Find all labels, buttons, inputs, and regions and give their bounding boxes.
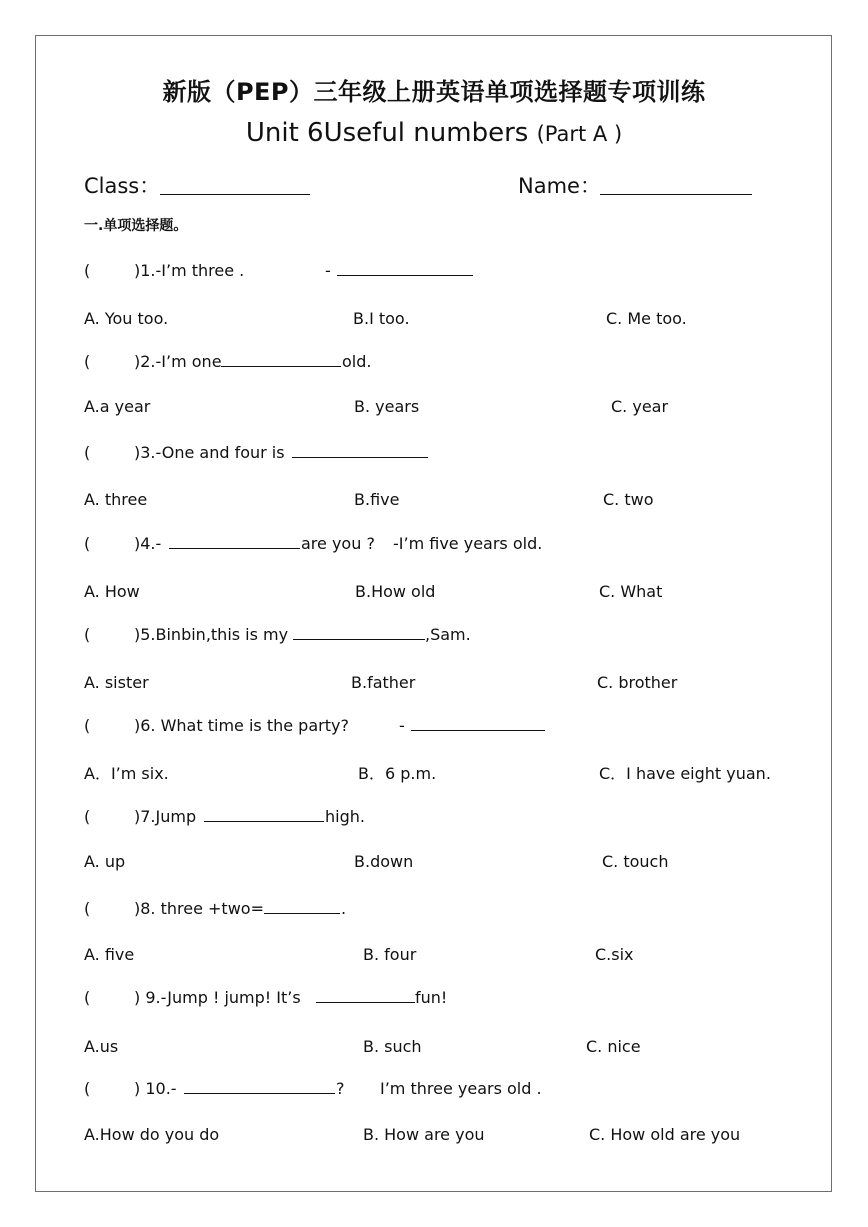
answer-blank[interactable]	[337, 261, 473, 276]
option-b[interactable]: B.I too.	[353, 309, 410, 328]
option-b[interactable]: B. four	[363, 945, 417, 964]
question-stem: )6. What time is the party?	[134, 716, 349, 735]
option-c[interactable]: C. two	[603, 490, 654, 509]
class-field[interactable]	[160, 194, 310, 195]
question-stem: fun!	[415, 988, 448, 1007]
option-c[interactable]: C. Me too.	[606, 309, 687, 328]
question-stem: )4.-	[134, 534, 162, 553]
part-label: (Part A )	[536, 122, 623, 146]
question-stem: I’m three years old .	[380, 1079, 542, 1098]
answer-paren[interactable]: (	[84, 988, 91, 1007]
name-field[interactable]	[600, 194, 752, 195]
question-stem: )7.Jump	[134, 807, 197, 826]
question-stem: ,Sam.	[425, 625, 471, 644]
option-c[interactable]: C. year	[611, 397, 669, 416]
option-a[interactable]: A. You too.	[84, 309, 169, 328]
option-a[interactable]: A. three	[84, 490, 148, 509]
answer-blank[interactable]	[184, 1079, 335, 1094]
option-b[interactable]: B.How old	[355, 582, 436, 601]
question-stem: high.	[325, 807, 365, 826]
option-b[interactable]: B. such	[363, 1037, 422, 1056]
answer-blank[interactable]	[204, 807, 324, 822]
question-stem: ?	[336, 1079, 345, 1098]
answer-blank[interactable]	[316, 988, 415, 1003]
question-stem: )1.-I’m three .	[134, 261, 245, 280]
section-title: 一.单项选择题。	[84, 218, 188, 234]
answer-paren[interactable]: (	[84, 443, 91, 462]
answer-blank[interactable]	[292, 443, 428, 458]
option-a[interactable]: A.a year	[84, 397, 151, 416]
option-c[interactable]: C.six	[595, 945, 634, 964]
option-c[interactable]: C. What	[599, 582, 663, 601]
question-stem: ) 10.-	[134, 1079, 177, 1098]
answer-blank[interactable]	[411, 716, 545, 731]
option-c[interactable]: C. brother	[597, 673, 678, 692]
option-b[interactable]: B.five	[354, 490, 400, 509]
question-stem: )5.Binbin,this is my	[134, 625, 289, 644]
answer-blank[interactable]	[169, 534, 300, 549]
option-b[interactable]: B.down	[354, 852, 414, 871]
answer-blank[interactable]	[264, 899, 340, 914]
answer-paren[interactable]: (	[84, 352, 91, 371]
option-a[interactable]: A．I’m six.	[84, 764, 169, 783]
option-b[interactable]: B．6 p.m.	[358, 764, 437, 783]
answer-paren[interactable]: (	[84, 716, 91, 735]
question-stem: old.	[342, 352, 372, 371]
question-stem: are you ?	[301, 534, 375, 553]
question-stem: -	[325, 261, 331, 280]
question-stem: -I’m five years old.	[393, 534, 543, 553]
answer-paren[interactable]: (	[84, 625, 91, 644]
option-a[interactable]: A. How	[84, 582, 140, 601]
question-stem: -	[399, 716, 405, 735]
option-b[interactable]: B. How are you	[363, 1125, 485, 1144]
unit-title: Unit 6Useful numbers	[245, 118, 529, 148]
question-stem: )8. three +two=	[134, 899, 264, 918]
question-stem: ) 9.-Jump ! jump! It’s	[134, 988, 301, 1007]
answer-paren[interactable]: (	[84, 534, 91, 553]
question-stem: )3.-One and four is	[134, 443, 285, 462]
option-a[interactable]: A. five	[84, 945, 135, 964]
option-a[interactable]: A.How do you do	[84, 1125, 220, 1144]
option-c[interactable]: C. touch	[602, 852, 669, 871]
option-a[interactable]: A.us	[84, 1037, 119, 1056]
name-label: Name：	[518, 174, 601, 198]
answer-blank[interactable]	[293, 625, 425, 640]
worksheet-title: 新版（PEP）三年级上册英语单项选择题专项训练	[162, 78, 706, 106]
answer-paren[interactable]: (	[84, 807, 91, 826]
worksheet-subtitle	[0, 118, 868, 148]
question-stem: )2.-I’m one	[134, 352, 222, 371]
option-c[interactable]: C．I have eight yuan.	[599, 764, 771, 783]
option-c[interactable]: C. How old are you	[589, 1125, 741, 1144]
option-a[interactable]: A. up	[84, 852, 126, 871]
answer-blank[interactable]	[221, 352, 341, 367]
class-label: Class：	[84, 174, 161, 198]
answer-paren[interactable]: (	[84, 899, 91, 918]
page-border	[35, 35, 832, 1192]
option-a[interactable]: A. sister	[84, 673, 149, 692]
option-b[interactable]: B.father	[351, 673, 416, 692]
option-c[interactable]: C. nice	[586, 1037, 641, 1056]
option-b[interactable]: B. years	[354, 397, 420, 416]
answer-paren[interactable]: (	[84, 1079, 91, 1098]
question-stem: .	[341, 899, 347, 918]
answer-paren[interactable]: (	[84, 261, 91, 280]
